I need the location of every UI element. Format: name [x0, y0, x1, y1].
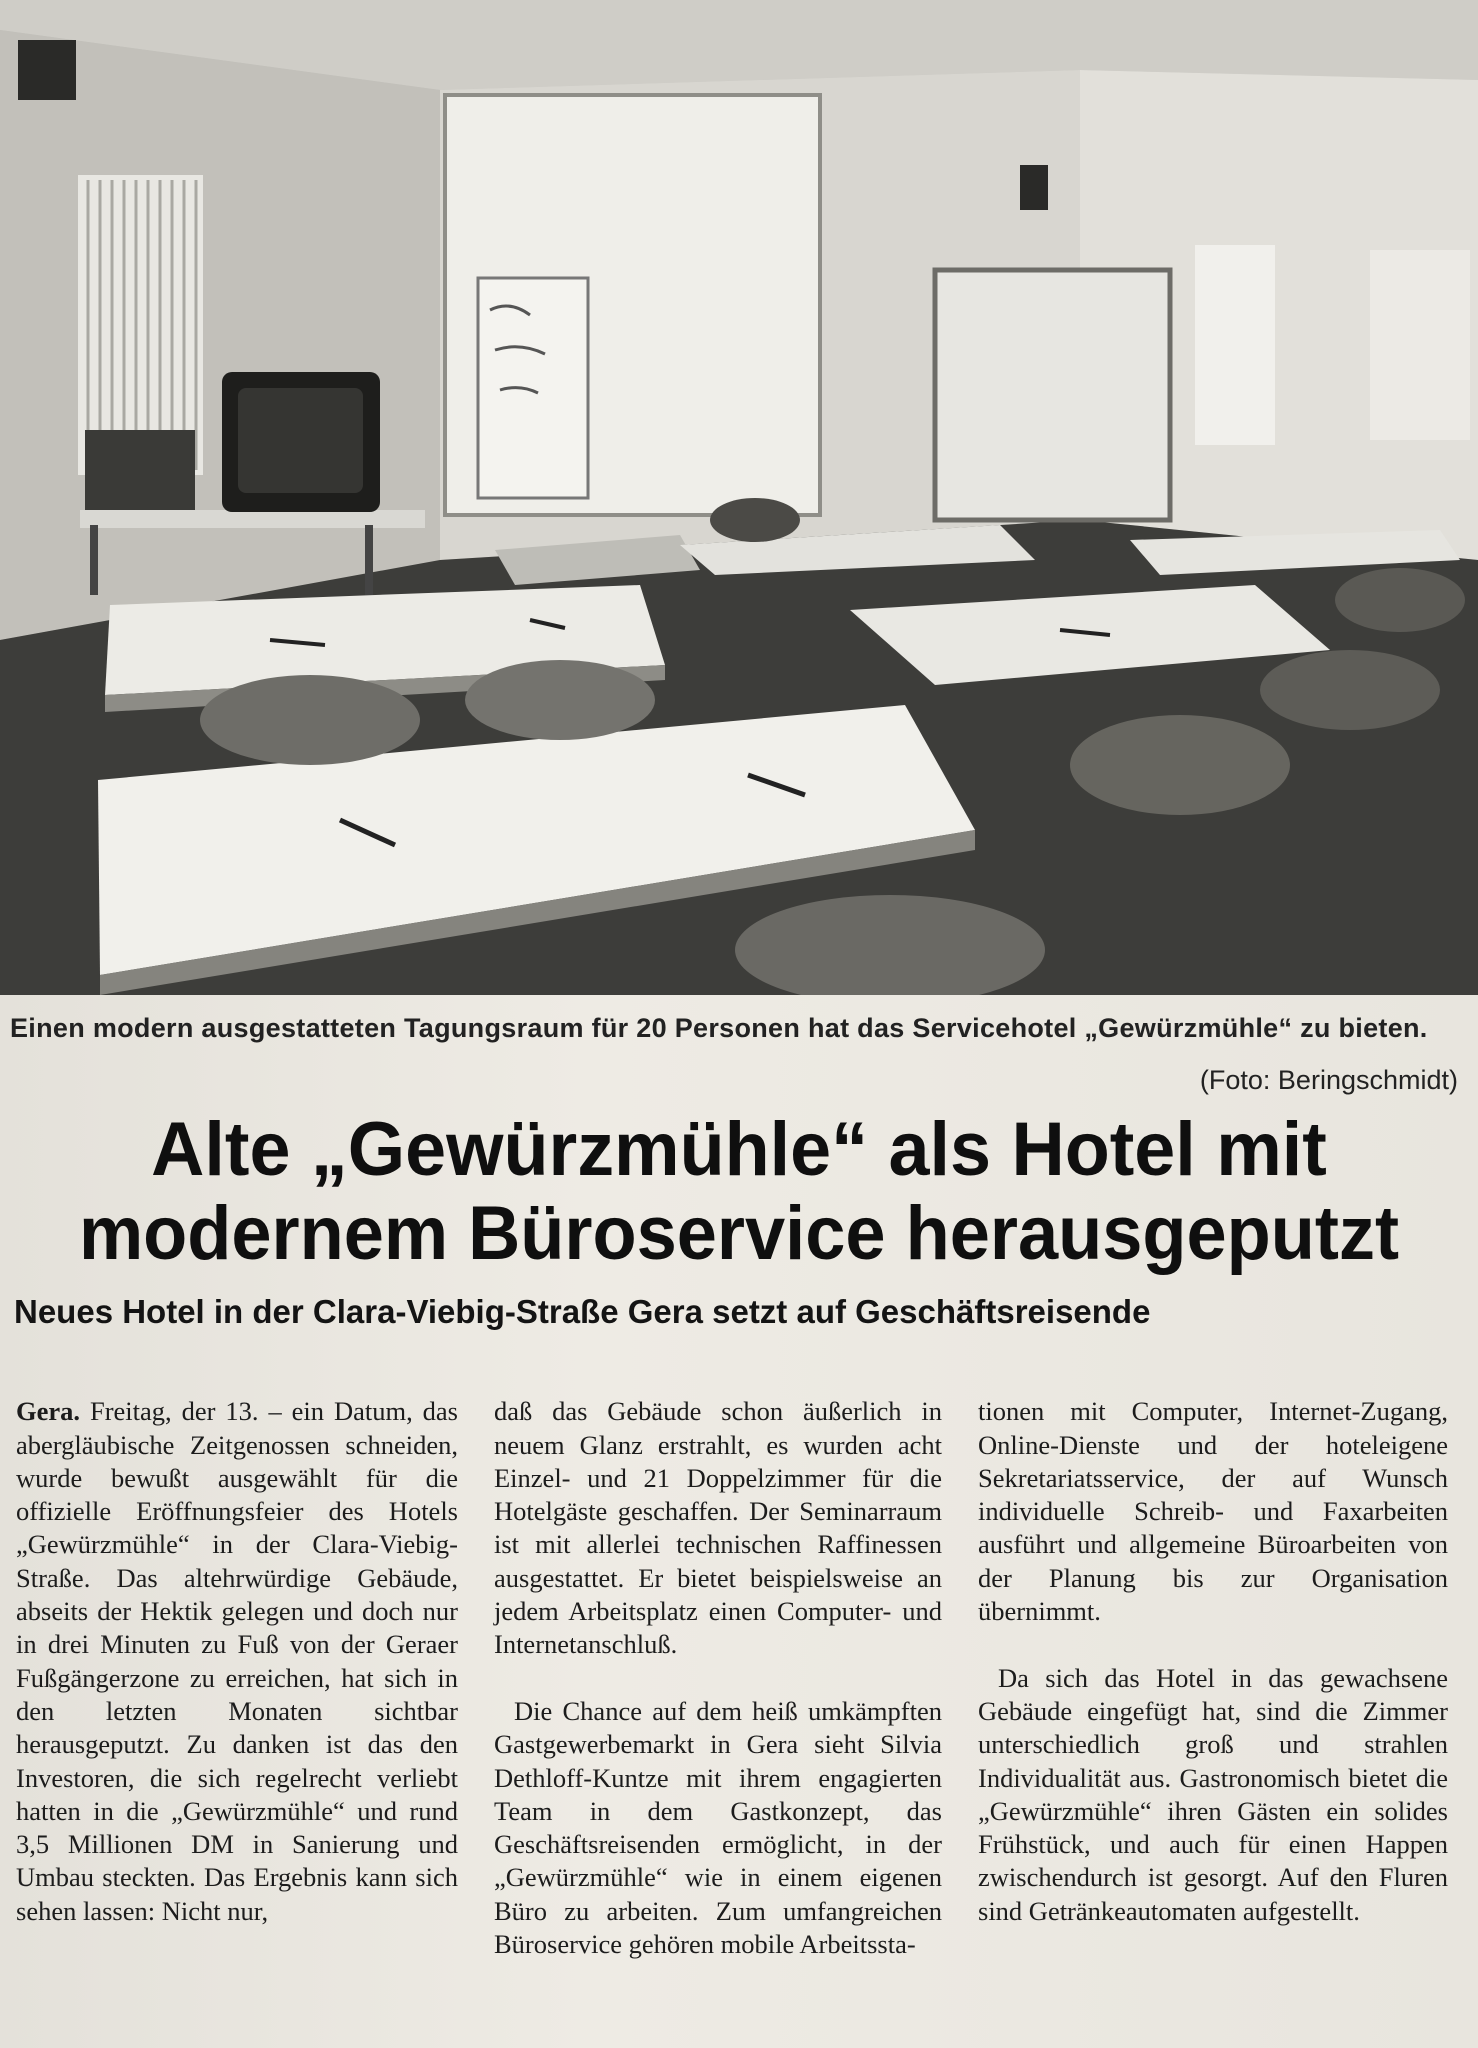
article-column-1 [16, 1362, 458, 1961]
photo-caption: Einen modern ausgestatteten Tagungsraum für 20 Personen hat das Servicehotel „Gewürzmühle“ zu bieten. [10, 1013, 1428, 1043]
article-paragraph: Die Chance auf dem heiß umkämpften Gastgewerbemarkt in Gera sieht Silvia Dethloff-Kuntze mit ihrem engagierten Team in dem Gastkonzept, das Geschäftsreisenden ermöglicht, in der „Gewürzmühle“ wie in einem eigenen Büro zu arbeiten. Zum umfangreichen Büroservice gehören mobile Arbeitssta- [494, 1695, 942, 1960]
photo-credit: (Foto: Beringschmidt) [1199, 1065, 1458, 1095]
photo-illustration [0, 0, 1478, 995]
article-column-2 [494, 1362, 942, 1995]
article-paragraph: daß das Gebäude schon äußerlich in neuem Glanz erstrahlt, es wurden acht Einzel- und 21 Doppelzimmer für die Hotelgäste geschaffen. Der Seminarraum ist mit allerlei technischen Raffinessen ausgestattet. Er bietet beispielsweise an jedem Arbeitsplatz einen Computer- und Internetanschluß. [494, 1396, 942, 1660]
headline-line-1: Alte „Gewürzmühle“ als Hotel mit [151, 1107, 1327, 1192]
conference-room-photo [0, 0, 1478, 995]
subheadline: Neues Hotel in der Clara-Viebig-Straße Gera setzt auf Geschäftsreisende [14, 1293, 1151, 1330]
column-1-text: Freitag, der 13. – ein Datum, das abergläubische Zeitgenossen schneiden, wurde bewußt ausgewählt für die offizielle Eröffnungsfeier des Hotels „Gewürzmühle“ in der Clara-Viebig-Straße. Das altehrwürdige Gebäude, abseits der Hektik gelegen und doch nur in drei Minuten zu Fuß von der Geraer Fußgängerzone zu erreichen, hat sich in den letzten Monaten sichtbar herausgeputzt. Zu danken ist das den Investoren, die sich regelrecht verliebt hatten in die „Gewürzmühle“ und rund 3,5 Millionen DM in Sanierung und Umbau steckten. Das Ergebnis kann sich sehen lassen: Nicht nur, [16, 1396, 458, 1926]
dateline: Gera. [16, 1396, 81, 1427]
headline-line-2: modernem Büroservice herausgeputzt [78, 1191, 1400, 1276]
article-column-3 [978, 1362, 1448, 1961]
article-paragraph: tionen mit Computer, Internet-Zugang, Online-Dienste und der hoteleigene Sekretariatsservice, der auf Wunsch individuelle Schreib- und Faxarbeiten ausführt und allgemeine Büroarbeiten von der Planung bis zur Organisation übernimmt. [978, 1396, 1448, 1627]
article-paragraph [16, 1395, 458, 1928]
article-paragraph: Da sich das Hotel in das gewachsene Gebäude eingefügt hat, sind die Zimmer unterschiedlich groß und strahlen Individualität aus. Gastronomisch bietet die „Gewürzmühle“ ihren Gästen ein solides Frühstück, und auch für einen Happen zwischendurch ist gesorgt. Auf den Fluren sind Getränkeautomaten aufgestellt. [978, 1662, 1448, 1926]
headline [0, 1108, 1478, 1276]
